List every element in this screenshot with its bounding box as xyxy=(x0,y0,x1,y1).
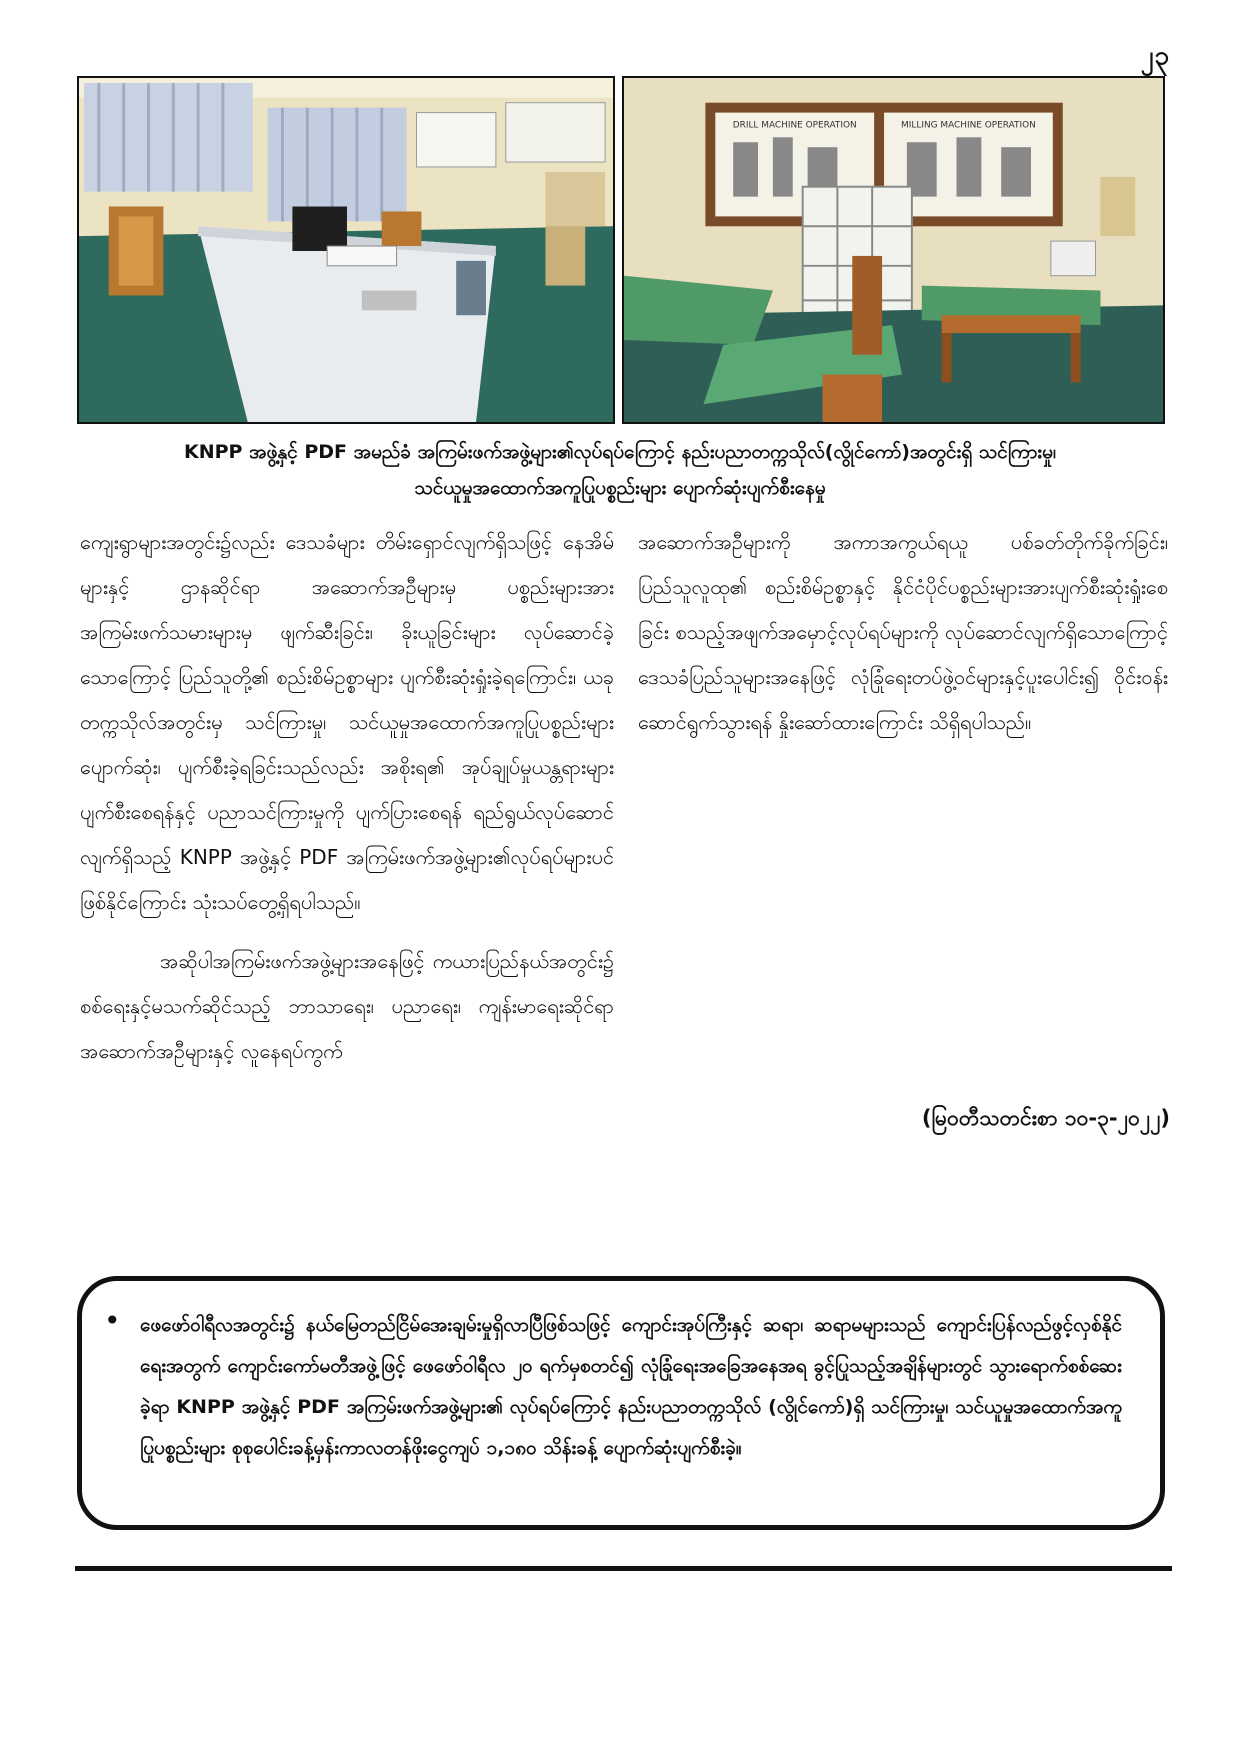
drill-poster-label: DRILL MACHINE OPERATION xyxy=(732,120,857,131)
left-column xyxy=(80,520,614,1088)
milling-poster-label: MILLING MACHINE OPERATION xyxy=(901,120,1036,131)
source-citation: (မြဝတီသတင်းစာ ၁၀-၃-၂၀၂၂) xyxy=(921,1106,1170,1130)
body-paragraph-1: ကျေးရွာများအတွင်း၌လည်း ဒေသခံများ တိမ်းရှောင်လျက်ရှိသဖြင့် နေအိမ်များနှင့် ဌာနဆိုင်ရာ အဆောက်အဦများမှ ပစ္စည်းများအား အကြမ်းဖက်သမားများမှ ဖျက်ဆီးခြင်း၊ ခိုးယူခြင်းများ လုပ်ဆောင်ခဲ့သောကြောင့် ပြည်သူတို့၏ စည်းစိမ်ဥစ္စာများ ပျက်စီးဆုံးရှုံးခဲ့ရကြောင်း၊ ယခုတက္ကသိုလ်အတွင်းမှ သင်ကြားမှု၊ သင်ယူမှုအထောက်အကူပြုပစ္စည်းများ ပျောက်ဆုံး၊ ပျက်စီးခဲ့ရခြင်းသည်လည်း အစိုးရ၏ အုပ်ချုပ်မှုယန္တရားများ ပျက်စီးစေရန်နှင့် ပညာသင်ကြားမှုကို ပျက်ပြားစေရန် ရည်ရွယ်လုပ်ဆောင်လျက်ရှိသည့် KNPP အဖွဲ့နှင့် PDF အကြမ်းဖက်အဖွဲ့များ၏လုပ်ရပ်များပင် ဖြစ်နိုင်ကြောင်း သုံးသပ်တွေ့ရှိရပါသည်။ xyxy=(80,530,614,914)
bottom-divider xyxy=(75,1566,1172,1571)
body-paragraph-3: အဆောက်အဦများကို အကာအကွယ်ရယူ ပစ်ခတ်တိုက်ခိုက်ခြင်း၊ ပြည်သူလူထု၏ စည်းစိမ်ဥစ္စာနှင့် နိုင်ငံပိုင်ပစ္စည်းများအားပျက်စီးဆုံးရှုံးစေခြင်း စသည့်အဖျက်အမှောင့်လုပ်ရပ်များကို လုပ်ဆောင်လျက်ရှိသောကြောင့် ဒေသခံပြည်သူများအနေဖြင့် လုံခြုံရေးတပ်ဖွဲ့ဝင်များနှင့်ပူးပေါင်း၍ ဝိုင်းဝန်းဆောင်ရွက်သွားရန် နှိုးဆော်ထားကြောင်း သိရှိရပါသည်။ xyxy=(638,530,1168,734)
right-column xyxy=(638,520,1168,759)
caption-line-2: သင်ယူမှုအထောက်အကူပြုပစ္စည်းများ ပျောက်ဆုံးပျက်စီးနေမှု xyxy=(414,477,826,499)
classroom-photo-illustration xyxy=(79,78,613,422)
photo-caption xyxy=(60,434,1180,506)
bullet-icon: • xyxy=(104,1304,121,1337)
workshop-photo-illustration xyxy=(624,78,1163,422)
highlight-callout-box xyxy=(77,1276,1165,1530)
caption-line-1: KNPP အဖွဲ့နှင့် PDF အမည်ခံ အကြမ်းဖက်အဖွဲ့များ၏လုပ်ရပ်ကြောင့် နည်းပညာတက္ကသိုလ်(လွိုင်ကော်)အတွင်းရှိ သင်ကြားမှု၊ xyxy=(183,441,1056,463)
workshop-photo xyxy=(622,76,1165,424)
body-paragraph-2: အဆိုပါအကြမ်းဖက်အဖွဲ့များအနေဖြင့် ကယားပြည်နယ်အတွင်း၌ စစ်ရေးနှင့်မသက်ဆိုင်သည့် ဘာသာရေး၊ ပညာရေး၊ ကျန်းမာရေးဆိုင်ရာ အဆောက်အဦများနှင့် လူနေရပ်ကွက် xyxy=(80,949,614,1063)
page-number: ၂၃ xyxy=(1140,41,1170,71)
classroom-photo xyxy=(77,76,615,424)
callout-text: ဖေဖော်ဝါရီလအတွင်း၌ နယ်မြေတည်ငြိမ်အေးချမ်းမှုရှိလာပြီဖြစ်သဖြင့် ကျောင်းအုပ်ကြီးနှင့် ဆရာ၊ ဆရာမများသည် ကျောင်းပြန်လည်ဖွင့်လှစ်နိုင်ရေးအတွက် ကျောင်းကော်မတီအဖွဲ့ဖြင့် ဖေဖော်ဝါရီလ ၂၀ ရက်မှစတင်၍ လုံခြုံရေးအခြေအနေအရ ခွင့်ပြုသည့်အချိန်များတွင် သွားရောက်စစ်ဆေးခဲ့ရာ KNPP အဖွဲ့နှင့် PDF အကြမ်းဖက်အဖွဲ့များ၏ လုပ်ရပ်ကြောင့် နည်းပညာတက္ကသိုလ် (လွိုင်ကော်)ရှိ သင်ကြားမှု၊ သင်ယူမှုအထောက်အကူပြုပစ္စည်းများ စုစုပေါင်းခန့်မှန်းကာလတန်ဖိုးငွေကျပ် ၁,၁၈၀ သိန်းခန့် ပျောက်ဆုံးပျက်စီးခဲ့။ xyxy=(140,1314,1122,1459)
